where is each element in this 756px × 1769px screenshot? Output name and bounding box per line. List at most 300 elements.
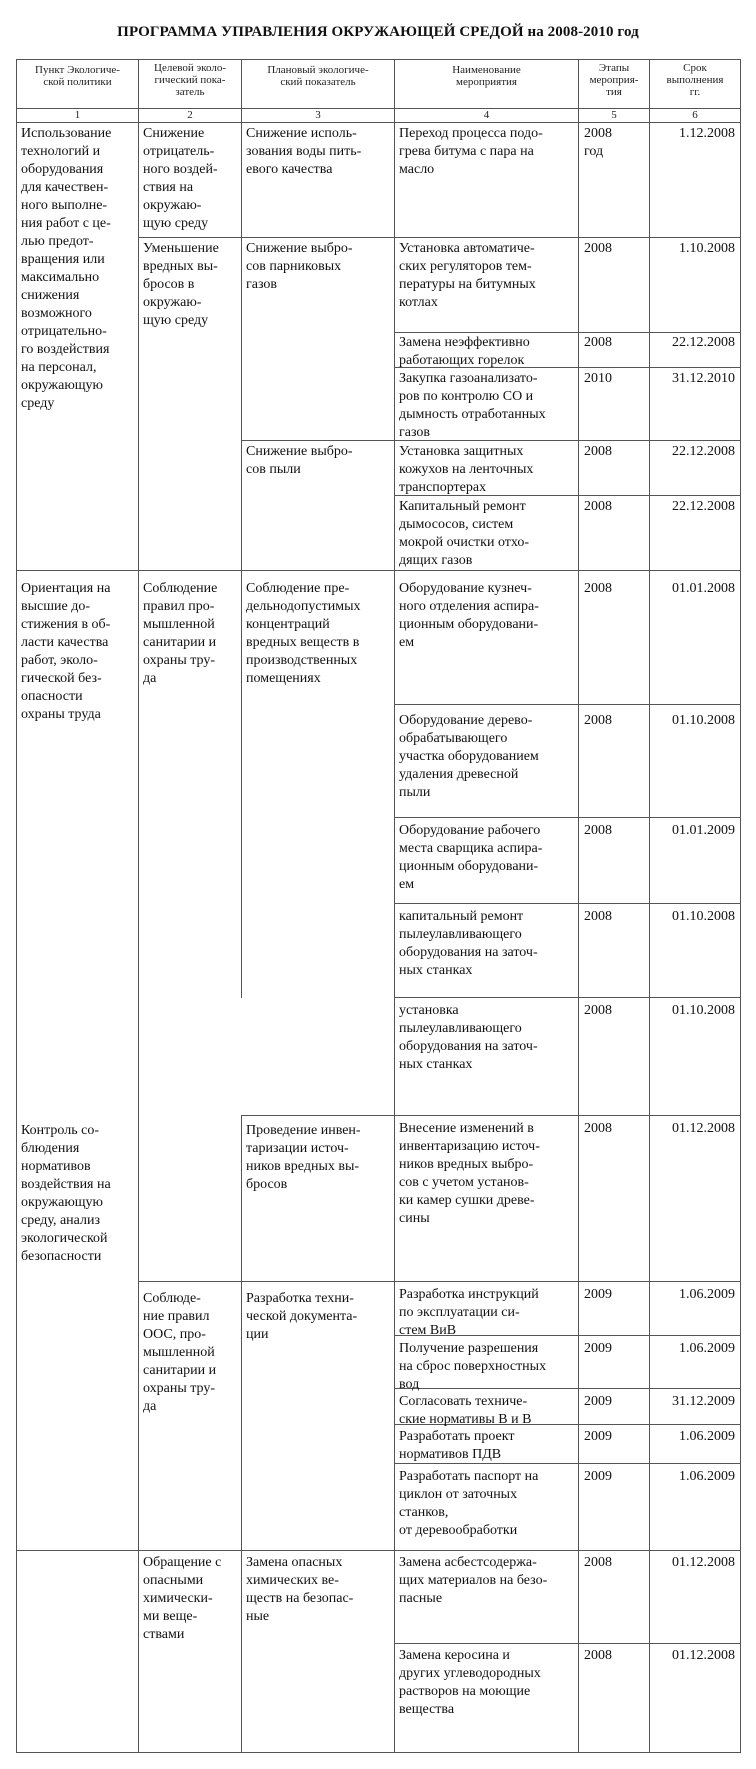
activity-name-line: ников вредных выбро- xyxy=(399,1157,534,1172)
column-number: 2 xyxy=(187,109,193,121)
row-divider xyxy=(394,1643,741,1644)
activity-name-line: пературы на битумных xyxy=(399,277,536,292)
policy-item-line: окружающую xyxy=(21,1195,104,1210)
activity-stage-line: 2008 xyxy=(584,444,612,459)
target-indicator-line: санитарии и xyxy=(143,1363,217,1378)
row-divider xyxy=(394,1115,741,1116)
planned-indicator-line: Соблюдение пре- xyxy=(246,581,350,596)
activity-stage-line: 2008 xyxy=(584,499,612,514)
row-divider xyxy=(16,1752,741,1753)
column-header xyxy=(395,64,578,88)
activity-stage-line: 2008 xyxy=(584,581,612,596)
activity-name-line: ских регуляторов тем- xyxy=(399,259,532,274)
target-indicator-line: Снижение xyxy=(143,126,205,141)
activity-stage xyxy=(584,1393,612,1411)
policy-item-line: возможного xyxy=(21,306,92,321)
row-divider xyxy=(138,237,242,238)
activity-name-line: Закупка газоанализато- xyxy=(399,371,538,386)
row-divider xyxy=(394,570,741,571)
activity-stage xyxy=(584,580,612,598)
target-indicator-line: охраны тру- xyxy=(143,653,216,668)
column-header xyxy=(242,64,394,88)
policy-item-line: ного выполне- xyxy=(21,198,108,213)
activity-stage xyxy=(584,1286,612,1304)
activity-stage xyxy=(584,1340,612,1358)
activity-name-line: капитальный ремонт xyxy=(399,909,524,924)
row-divider xyxy=(16,1550,139,1551)
target-indicator xyxy=(143,580,217,688)
activity-deadline: 01.12.2008 xyxy=(672,1648,735,1663)
activity-deadline: 1.10.2008 xyxy=(679,241,735,256)
activity-name-line: от деревообработки xyxy=(399,1523,518,1538)
column-divider xyxy=(394,59,395,1752)
activity-name-line: ного отделения аспира- xyxy=(399,599,539,614)
row-divider xyxy=(16,59,741,60)
activity-stage-line: 2008 xyxy=(584,126,612,141)
activity-stage xyxy=(584,1002,612,1020)
policy-item-line: го воздействия xyxy=(21,342,110,357)
policy-item-line: Ориентация на xyxy=(21,581,111,596)
planned-indicator-line: Замена опасных xyxy=(246,1555,343,1570)
activity-name-line: оборудования на заточ- xyxy=(399,945,538,960)
activity-name-line: Оборудование кузнеч- xyxy=(399,581,532,596)
activity-name-line: на сброс поверхностных xyxy=(399,1359,547,1374)
activity-name xyxy=(399,370,546,442)
activity-name-line: Получение разрешения xyxy=(399,1341,539,1356)
planned-indicator-line: таризации источ- xyxy=(246,1141,349,1156)
column-number: 1 xyxy=(74,109,81,121)
target-indicator xyxy=(143,125,218,233)
activity-name-line: ки камер сушки древе- xyxy=(399,1193,535,1208)
planned-indicator-line: помещениях xyxy=(246,671,321,686)
policy-item-line: на персонал, xyxy=(21,360,97,375)
column-header xyxy=(579,62,649,98)
planned-indicator xyxy=(246,240,353,294)
activity-stage xyxy=(584,822,612,840)
policy-item xyxy=(21,580,110,724)
activity-name-line: щих материалов на безо- xyxy=(399,1573,548,1588)
activity-deadline: 31.12.2009 xyxy=(672,1394,735,1409)
column-header-line: тия xyxy=(606,86,622,98)
planned-indicator xyxy=(246,443,353,479)
row-divider xyxy=(241,570,395,571)
activity-deadline: 22.12.2008 xyxy=(672,444,735,459)
activity-name-line: кожухов на ленточных xyxy=(399,462,534,477)
activity-deadline: 01.12.2008 xyxy=(672,1555,735,1570)
activity-name-line: Согласовать техниче- xyxy=(399,1394,528,1409)
policy-item-line: окружающую xyxy=(21,378,104,393)
activity-name-line: ных станках xyxy=(399,963,473,978)
activity-stage xyxy=(584,1554,612,1572)
column-divider xyxy=(578,59,579,1752)
column-number: 6 xyxy=(692,109,698,121)
activity-name-line: обрабатывающего xyxy=(399,731,508,746)
policy-item-line: лью предот- xyxy=(21,234,94,249)
column-divider xyxy=(16,59,17,1752)
row-divider xyxy=(394,332,741,333)
target-indicator-line: мышленной xyxy=(143,1345,215,1360)
row-divider xyxy=(16,122,741,123)
activity-name xyxy=(399,334,530,370)
policy-item-line: технологий и xyxy=(21,144,101,159)
activity-deadline: 31.12.2010 xyxy=(672,371,735,386)
planned-indicator-line: Снижение выбро- xyxy=(246,241,353,256)
column-divider xyxy=(740,59,741,1752)
activity-stage xyxy=(584,1120,612,1138)
planned-indicator-line: зования воды пить- xyxy=(246,144,362,159)
activity-name-line: ных станках xyxy=(399,1057,473,1072)
activity-name xyxy=(399,908,538,980)
planned-indicator-line: ческой документа- xyxy=(246,1309,358,1324)
column-divider xyxy=(241,1115,242,1752)
activity-name-line: транспортерах xyxy=(399,480,487,495)
activity-stage-line: 2009 xyxy=(584,1341,612,1356)
activity-name-line: вещества xyxy=(399,1702,455,1717)
column-header-line: мероприятия xyxy=(456,76,517,88)
row-divider xyxy=(241,1115,395,1116)
policy-item-line: ласти качества xyxy=(21,635,109,650)
column-header-line: Плановый экологиче- xyxy=(267,64,369,76)
activity-name-line: дымососов, систем xyxy=(399,517,514,532)
row-divider xyxy=(16,570,139,571)
policy-item-line: Контроль со- xyxy=(21,1123,99,1138)
row-divider xyxy=(138,570,242,571)
activity-name-line: других углеводородных xyxy=(399,1666,541,1681)
planned-indicator xyxy=(246,1554,353,1626)
activity-name xyxy=(399,580,539,652)
policy-item-line: ния работ с це- xyxy=(21,216,111,231)
policy-item xyxy=(21,1122,111,1266)
row-divider xyxy=(394,1281,741,1282)
planned-indicator-line: Снижение исполь- xyxy=(246,126,357,141)
policy-item-line: оборудования xyxy=(21,162,104,177)
row-divider xyxy=(394,903,741,904)
target-indicator-line: да xyxy=(143,1399,157,1414)
activity-name-line: станков, xyxy=(399,1505,449,1520)
policy-item-line: для качествен- xyxy=(21,180,109,195)
target-indicator xyxy=(143,1290,216,1416)
column-header-line: Срок xyxy=(683,62,707,74)
column-number: 5 xyxy=(611,109,617,121)
policy-item-line: отрицательно- xyxy=(21,324,107,339)
activity-name-line: Оборудование рабочего xyxy=(399,823,541,838)
column-divider xyxy=(138,59,139,1752)
planned-indicator-line: сов пыли xyxy=(246,462,301,477)
activity-name xyxy=(399,1120,540,1228)
policy-item-line: максимально xyxy=(21,270,100,285)
policy-item-line: снижения xyxy=(21,288,80,303)
column-header-line: гический пока- xyxy=(154,74,226,86)
activity-name-line: мокрой очистки отхо- xyxy=(399,535,530,550)
activity-stage xyxy=(584,712,612,730)
activity-deadline: 22.12.2008 xyxy=(672,499,735,514)
activity-deadline: 1.06.2009 xyxy=(679,1341,735,1356)
target-indicator-line: отрицатель- xyxy=(143,144,215,159)
activity-name-line: Разработать проект xyxy=(399,1429,515,1444)
activity-name-line: пасные xyxy=(399,1591,443,1606)
activity-name xyxy=(399,1286,539,1340)
activity-name-line: пыли xyxy=(399,785,431,800)
target-indicator-line: ООС, про- xyxy=(143,1327,206,1342)
activity-name xyxy=(399,1428,514,1464)
target-indicator-line: щую среду xyxy=(143,216,209,231)
target-indicator-line: мышленной xyxy=(143,617,215,632)
activity-stage xyxy=(584,125,612,161)
row-divider xyxy=(138,1550,242,1551)
activity-stage-line: 2009 xyxy=(584,1287,612,1302)
planned-indicator-line: производственных xyxy=(246,653,358,668)
target-indicator-line: опасными xyxy=(143,1573,204,1588)
policy-item-line: блюдения xyxy=(21,1141,80,1156)
document-title: ПРОГРАММА УПРАВЛЕНИЯ ОКРУЖАЮЩЕЙ СРЕДОЙ на 2008-2010 год xyxy=(117,24,639,40)
activity-name-line: сов с учетом установ- xyxy=(399,1175,529,1190)
policy-item-line: опасности xyxy=(21,689,83,704)
row-divider xyxy=(394,817,741,818)
activity-name-line: Разработать паспорт на xyxy=(399,1469,539,1484)
activity-stage xyxy=(584,443,612,461)
activity-stage xyxy=(584,1468,612,1486)
row-divider xyxy=(394,237,741,238)
activity-name xyxy=(399,240,536,312)
planned-indicator-line: Проведение инвен- xyxy=(246,1123,361,1138)
activity-name-line: сины xyxy=(399,1211,430,1226)
target-indicator-line: санитарии и xyxy=(143,635,217,650)
planned-indicator-line: евого качества xyxy=(246,162,333,177)
target-indicator-line: Соблюде- xyxy=(143,1291,201,1306)
activity-name xyxy=(399,125,543,179)
activity-deadline: 01.10.2008 xyxy=(672,1003,735,1018)
activity-name-line: Переход процесса подо- xyxy=(399,126,543,141)
activity-name xyxy=(399,822,542,894)
activity-stage-line: 2008 xyxy=(584,1003,612,1018)
activity-stage-line: 2010 xyxy=(584,371,612,386)
activity-name-line: участка оборудованием xyxy=(399,749,539,764)
target-indicator-line: ми веще- xyxy=(143,1609,198,1624)
policy-item-line: высшие до- xyxy=(21,599,91,614)
planned-indicator-line: ции xyxy=(246,1327,269,1342)
policy-item-line: среду xyxy=(21,396,55,411)
activity-name-line: ров по контролю СО и xyxy=(399,389,534,404)
activity-stage-line: 2008 xyxy=(584,909,612,924)
activity-name xyxy=(399,498,529,570)
activity-stage-line: 2008 xyxy=(584,1648,612,1663)
target-indicator-line: вредных вы- xyxy=(143,259,218,274)
activity-name-line: оборудования на заточ- xyxy=(399,1039,538,1054)
policy-item xyxy=(21,125,111,413)
activity-name-line: котлах xyxy=(399,295,438,310)
activity-deadline: 01.10.2008 xyxy=(672,909,735,924)
activity-stage-line: 2008 xyxy=(584,1121,612,1136)
activity-stage-line: 2009 xyxy=(584,1469,612,1484)
activity-name-line: ские нормативы В и В xyxy=(399,1412,532,1427)
column-divider xyxy=(649,59,650,1752)
planned-indicator-line: сов парниковых xyxy=(246,259,342,274)
row-divider xyxy=(138,1281,242,1282)
policy-item-line: вращения или xyxy=(21,252,105,267)
row-divider xyxy=(241,1550,395,1551)
activity-name-line: ем xyxy=(399,635,415,650)
column-header-line: гг. xyxy=(689,86,701,98)
policy-item-line: безопасности xyxy=(21,1249,102,1264)
activity-name-line: газов xyxy=(399,425,431,440)
policy-item-line: гической без- xyxy=(21,671,102,686)
planned-indicator xyxy=(246,125,361,179)
activity-deadline: 01.12.2008 xyxy=(672,1121,735,1136)
planned-indicator-line: Снижение выбро- xyxy=(246,444,353,459)
activity-deadline: 1.06.2009 xyxy=(679,1469,735,1484)
target-indicator-line: окружаю- xyxy=(143,295,202,310)
activity-stage-line: 2008 xyxy=(584,335,612,350)
policy-item-line: воздействия на xyxy=(21,1177,111,1192)
activity-name-line: пылеулавливающего xyxy=(399,927,522,942)
activity-stage-line: год xyxy=(584,144,604,159)
activity-name-line: инвентаризацию источ- xyxy=(399,1139,540,1154)
activity-name-line: удаления древесной xyxy=(399,767,519,782)
planned-indicator-line: ные xyxy=(246,1609,270,1624)
column-header xyxy=(17,64,138,88)
column-header-line: Пункт Экологиче- xyxy=(35,64,120,76)
activity-deadline: 01.01.2008 xyxy=(672,581,735,596)
target-indicator-line: щую среду xyxy=(143,313,209,328)
target-indicator-line: ствами xyxy=(143,1627,185,1642)
policy-item-line: охраны труда xyxy=(21,707,101,722)
activity-name xyxy=(399,712,539,802)
planned-indicator-line: дельнодопустимых xyxy=(246,599,361,614)
activity-name-line: Замена керосина и xyxy=(399,1648,510,1663)
column-header xyxy=(650,62,740,98)
row-divider xyxy=(394,1550,741,1551)
activity-name-line: дящих газов xyxy=(399,553,473,568)
activity-stage xyxy=(584,370,612,388)
activity-stage xyxy=(584,908,612,926)
planned-indicator xyxy=(246,580,361,688)
activity-name-line: ем xyxy=(399,877,415,892)
activity-name xyxy=(399,1340,546,1394)
activity-deadline: 1.12.2008 xyxy=(679,126,735,141)
planned-indicator-line: концентраций xyxy=(246,617,330,632)
policy-item-line: стижения в об- xyxy=(21,617,111,632)
target-indicator-line: ние правил xyxy=(143,1309,210,1324)
activity-name-line: Капитальный ремонт xyxy=(399,499,526,514)
activity-deadline: 22.12.2008 xyxy=(672,335,735,350)
column-header-line: ский показатель xyxy=(280,76,356,88)
activity-name-line: ционным оборудовани- xyxy=(399,617,539,632)
target-indicator xyxy=(143,1554,221,1644)
activity-name-line: места сварщика аспира- xyxy=(399,841,543,856)
column-number: 4 xyxy=(483,109,490,121)
activity-name-line: дымность отработанных xyxy=(399,407,546,422)
column-header-line: мероприя- xyxy=(589,74,639,86)
activity-name xyxy=(399,1468,538,1540)
target-indicator-line: Соблюдение xyxy=(143,581,218,596)
activity-name-line: Установка защитных xyxy=(399,444,524,459)
activity-name-line: циклон от заточных xyxy=(399,1487,518,1502)
activity-name-line: вод xyxy=(399,1377,420,1392)
activity-name xyxy=(399,1647,541,1719)
planned-indicator xyxy=(246,1122,361,1194)
planned-indicator-line: ников вредных вы- xyxy=(246,1159,360,1174)
activity-name-line: по эксплуатации си- xyxy=(399,1305,520,1320)
activity-name-line: грева битума с пара на xyxy=(399,144,534,159)
column-divider xyxy=(241,59,242,998)
column-header xyxy=(139,62,241,98)
activity-stage-line: 2009 xyxy=(584,1394,612,1409)
column-header-line: Целевой эколо- xyxy=(154,62,226,74)
activity-name-line: Разработка инструкций xyxy=(399,1287,539,1302)
activity-name-line: растворов на моющие xyxy=(399,1684,531,1699)
target-indicator-line: окружаю- xyxy=(143,198,202,213)
activity-name-line: Замена асбестсодержа- xyxy=(399,1555,537,1570)
row-divider xyxy=(394,704,741,705)
target-indicator-line: химически- xyxy=(143,1591,213,1606)
activity-name-line: нормативов ПДВ xyxy=(399,1447,502,1462)
activity-name xyxy=(399,1002,538,1074)
row-divider xyxy=(241,1281,395,1282)
policy-item-line: нормативов xyxy=(21,1159,91,1174)
row-divider xyxy=(241,237,395,238)
policy-item-line: среду, анализ xyxy=(21,1213,101,1228)
column-header-line: ской политики xyxy=(43,76,112,88)
activity-name-line: масло xyxy=(399,162,435,177)
activity-stage xyxy=(584,498,612,516)
activity-name-line: работающих горелок xyxy=(399,353,525,368)
planned-indicator-line: вредных веществ в xyxy=(246,635,360,650)
target-indicator-line: ствия на xyxy=(143,180,194,195)
activity-stage-line: 2008 xyxy=(584,713,612,728)
activity-deadline: 01.01.2009 xyxy=(672,823,735,838)
policy-item-line: работ, эколо- xyxy=(21,653,98,668)
policy-item-line: экологической xyxy=(21,1231,108,1246)
target-indicator-line: правил про- xyxy=(143,599,215,614)
planned-indicator-line: химических ве- xyxy=(246,1573,339,1588)
target-indicator-line: Уменьшение xyxy=(143,241,219,256)
column-header-line: выполнения xyxy=(666,74,724,86)
activity-name-line: Оборудование дерево- xyxy=(399,713,533,728)
column-number: 3 xyxy=(315,109,321,121)
target-indicator-line: ного воздей- xyxy=(143,162,218,177)
activity-name xyxy=(399,443,533,497)
planned-indicator-line: Разработка техни- xyxy=(246,1291,354,1306)
target-indicator-line: да xyxy=(143,671,157,686)
activity-deadline: 1.06.2009 xyxy=(679,1429,735,1444)
activity-stage xyxy=(584,1428,612,1446)
activity-name-line: установка xyxy=(399,1003,459,1018)
activity-name-line: стем ВиВ xyxy=(399,1323,457,1338)
column-header-line: затель xyxy=(175,86,205,98)
column-header-line: Этапы xyxy=(598,62,630,74)
row-divider xyxy=(394,997,741,998)
planned-indicator-line: бросов xyxy=(246,1177,288,1192)
activity-name-line: Внесение изменений в xyxy=(399,1121,534,1136)
activity-stage-line: 2009 xyxy=(584,1429,612,1444)
activity-name xyxy=(399,1393,531,1429)
target-indicator xyxy=(143,240,219,330)
activity-deadline: 01.10.2008 xyxy=(672,713,735,728)
activity-name-line: Установка автоматиче- xyxy=(399,241,535,256)
planned-indicator-line: ществ на безопас- xyxy=(246,1591,354,1606)
activity-name-line: пылеулавливающего xyxy=(399,1021,522,1036)
activity-name xyxy=(399,1554,547,1608)
policy-item-line: Использование xyxy=(21,126,112,141)
activity-stage xyxy=(584,240,612,258)
column-header-line: Наименование xyxy=(452,64,521,76)
activity-name-line: ционным оборудовани- xyxy=(399,859,539,874)
activity-deadline: 1.06.2009 xyxy=(679,1287,735,1302)
activity-name-line: Замена неэффективно xyxy=(399,335,530,350)
activity-stage xyxy=(584,334,612,352)
target-indicator-line: Обращение с xyxy=(143,1555,222,1570)
target-indicator-line: бросов в xyxy=(143,277,195,292)
